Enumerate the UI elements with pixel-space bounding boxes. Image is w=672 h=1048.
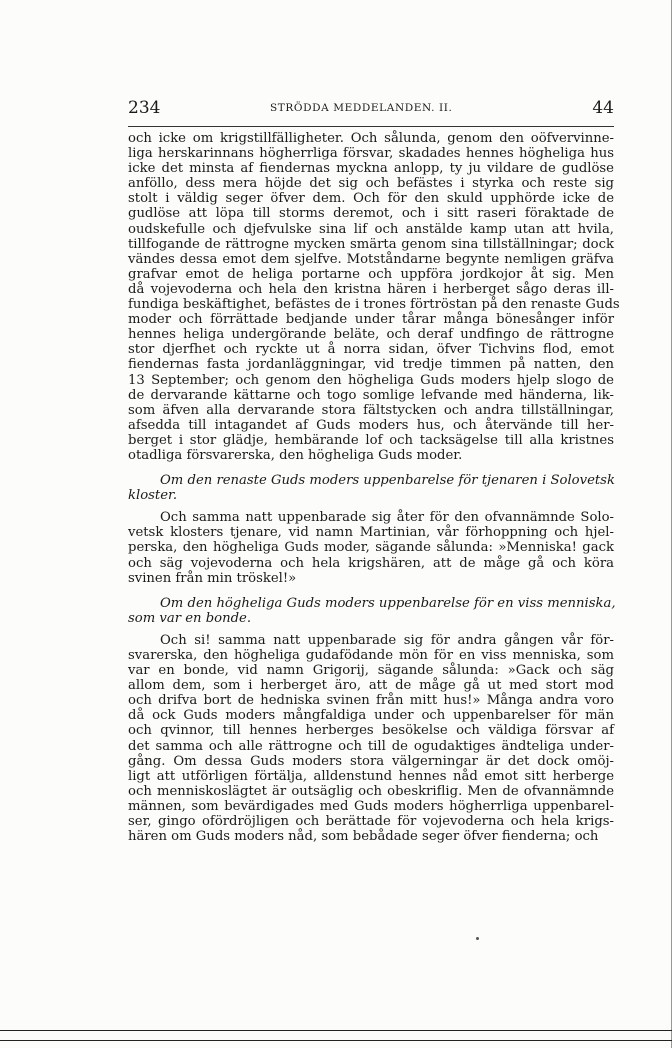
section-number: 44 — [592, 98, 614, 118]
text-line: anföllo, dess mera höjde det sig och befästes i styrka och reste sig — [128, 176, 614, 192]
text-line: männen, som bevärdigades med Guds moders högherrliga uppenbarel- — [128, 798, 614, 814]
paragraph-grigorij — [128, 633, 614, 844]
text-line: de dervarande kättarne och togo somlige lefvande med händerna, lik- — [128, 387, 614, 403]
text-line: och icke om krigstillfälligheter. Och sålunda, genom den oöfvervinne- — [128, 131, 614, 146]
text-line: då ock Guds moders mångfaldiga under och uppenbarelser för män — [128, 708, 614, 724]
text-line: kloster. — [128, 488, 178, 504]
text-line: moder och förrättade bedjande under tårar många bönesånger inför — [128, 312, 614, 328]
text-line: gudlöse att löpa till storms deremot, och i sitt raseri föraktade de — [128, 206, 614, 222]
text-line: ser, gingo ofördröjligen och berättade för vojevoderna och hela krigs- — [128, 814, 614, 830]
text-line: afsedda till intagandet af Guds moders hus, och återvände till her- — [128, 417, 614, 433]
text-line: vetsk klosters tjenare, vid namn Martinian, vår förhoppning och hjel- — [128, 525, 614, 541]
heading-peasant — [128, 596, 614, 626]
text-line: och drifva bort de hedniska svinen från mitt hus!» Många andra voro — [128, 693, 614, 709]
scan-border-line — [0, 1040, 672, 1041]
text-line: Om den renaste Guds moders uppenbarelse för tjenaren i Solovetsk — [160, 473, 615, 489]
text-line: var en bonde, vid namn Grigorij, sägande sålunda: »Gack och säg — [128, 663, 614, 679]
text-line: grafvar emot de heliga portarne och uppföra jordkojor åt sig. Men — [128, 266, 614, 282]
paragraph-martinian — [128, 510, 614, 585]
text-line: det samma och alle rättrogne och till de ogudaktiges ändteliga under- — [128, 738, 614, 754]
text-line: och säg vojevoderna och hela krigshären, att de måge gå och köra — [128, 555, 614, 571]
text-line: ligt att utförligen förtälja, alldenstund hennes nåd emot sitt herberge — [128, 768, 614, 784]
scan-border-line — [0, 1030, 672, 1031]
text-line: vändes dessa emot dem sjelfve. Motståndarne begynte nemligen gräfva — [128, 251, 614, 267]
text-line: liga herskarinnans högherrliga försvar, skadades hennes högheliga hus — [128, 146, 614, 162]
heading-solovetsk — [128, 473, 614, 503]
page-number: 234 — [128, 98, 161, 118]
running-title: STRÖDDA MEDDELANDEN. II. — [270, 102, 453, 114]
text-line: svinen från min tröskel!» — [128, 570, 297, 586]
text-line: då vojevoderna och hela den kristna hären i herberget sågo deras ill- — [128, 281, 614, 297]
body-text — [128, 131, 620, 845]
paragraph-siege — [128, 131, 620, 463]
text-line: Och si! samma natt uppenbarade sig för andra gången vår för- — [160, 632, 614, 648]
text-line: gång. Om dessa Guds moders stora välgerningar är det dock omöj- — [128, 753, 614, 769]
text-line: berget i stor glädje, hembärande lof och tacksägelse till alla kristnes — [128, 432, 614, 448]
text-line: tillfogande de rättrogne mycken smärta genom sina tillställningar; dock — [128, 236, 614, 252]
text-line: fiendernas fasta jordanläggningar, vid tredje timmen på natten, den — [128, 357, 614, 373]
text-line: allom dem, som i herberget äro, att de måge gå ut med stort mod — [128, 678, 614, 694]
text-line: svarerska, den högheliga gudafödande mön för en viss menniska, som — [128, 648, 614, 663]
text-line: som var en bonde. — [128, 610, 252, 626]
text-line: fundiga beskäftighet, befästes de i trones förtröstan på den renaste Guds — [128, 297, 620, 313]
text-line: otadliga försvarerska, den högheliga Guds moder. — [128, 447, 463, 463]
text-line: och menniskoslägtet är outsäglig och obeskriflig. Men de ofvannämnde — [128, 783, 614, 799]
text-line: Och samma natt uppenbarade sig åter för den ofvannämnde Solo- — [160, 510, 614, 526]
text-line: perska, den högheliga Guds moder, sägande sålunda: »Menniska! gack — [128, 540, 614, 556]
text-line: som äfven alla dervarande stora fältstycken och andra tillställningar, — [128, 402, 614, 418]
book-page — [128, 98, 620, 845]
text-line: icke det minsta af fiendernas myckna anlopp, ty ju vildare de gudlöse — [128, 161, 614, 177]
text-line: 13 September; och genom den högheliga Guds moders hjelp slogo de — [128, 372, 614, 388]
text-line: Om den högheliga Guds moders uppenbarelse för en viss menniska, — [160, 595, 616, 611]
text-line: och qvinnor, till hennes herberges besökelse och väldiga försvar af — [128, 723, 614, 739]
text-line: stolt i väldig seger öfver dem. Och för den skuld upphörde icke de — [128, 191, 614, 207]
header-rule — [128, 126, 614, 127]
ink-speck — [476, 937, 479, 940]
text-line: stor djerfhet och ryckte ut å norra sidan, öfver Tichvins flod, emot — [128, 342, 614, 358]
text-line: hennes heliga undergörande beläte, och deraf undfingo de rättrogne — [128, 327, 614, 343]
running-header — [128, 98, 614, 124]
text-line: hären om Guds moders nåd, som bebådade seger öfver fienderna; och — [128, 829, 599, 845]
text-line: oudskefulle och djefvulske sina lif och anstälde kamp utan att hvila, — [128, 221, 614, 237]
